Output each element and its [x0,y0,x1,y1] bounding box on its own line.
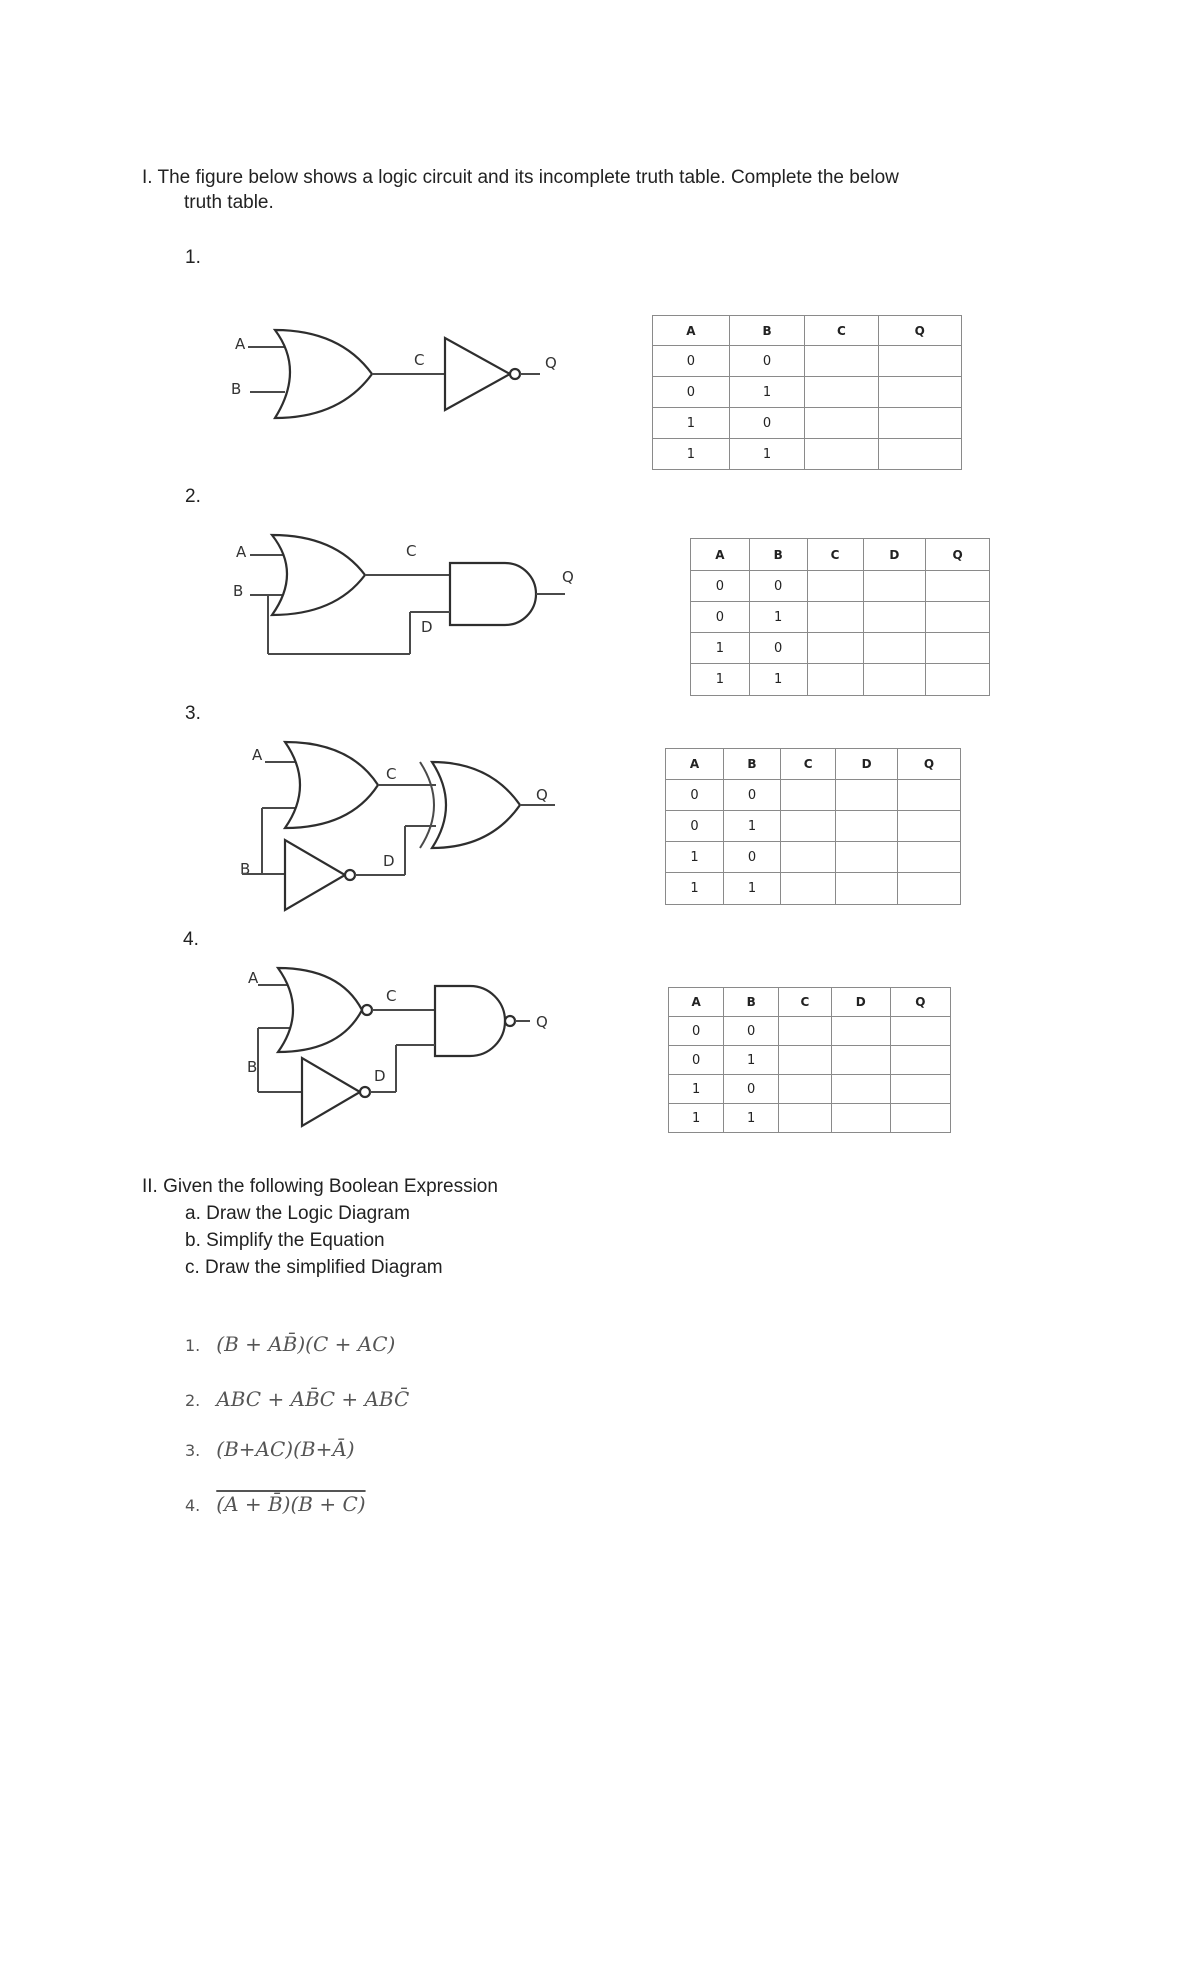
expression-3-number: 3. [185,1441,201,1460]
c1-label-b: B [231,380,242,398]
tt1-cell[interactable] [805,377,878,408]
tt4-cell: 1 [669,1075,724,1104]
tt1-cell[interactable] [878,346,962,377]
section2-item-b: b. Simplify the Equation [185,1230,385,1251]
tt2-cell: 1 [749,664,807,696]
expression-4 [185,1492,366,1516]
tt4-cell[interactable] [890,1104,950,1133]
tt3-cell: 0 [723,780,780,811]
tt4-header: A [669,988,724,1017]
c2-label-a: A [236,543,247,561]
tt1-cell: 1 [653,439,730,470]
tt3-header: A [666,749,724,780]
tt4-cell: 0 [669,1017,724,1046]
tt3-cell[interactable] [836,811,898,842]
c2-and-gate [450,563,536,625]
c1-or-gate [275,330,372,418]
tt3-header: Q [897,749,960,780]
expression-3-text: (B+AC)(B+Ā) [216,1437,355,1461]
section1-heading-line2: truth table. [184,192,274,213]
tt3-cell: 1 [723,811,780,842]
c1-label-a: A [235,335,246,353]
c2-label-c: C [406,542,417,560]
c4-not-gate [302,1058,360,1126]
tt2-cell[interactable] [863,664,926,696]
tt2-cell[interactable] [926,664,990,696]
tt2-cell: 0 [691,602,750,633]
tt1-cell: 1 [729,439,805,470]
tt1-cell[interactable] [878,439,962,470]
tt1-cell: 0 [653,377,730,408]
tt2-cell[interactable] [807,571,863,602]
tt4-cell[interactable] [831,1017,890,1046]
tt1-cell: 0 [729,346,805,377]
tt2-cell[interactable] [926,602,990,633]
tt3-cell[interactable] [836,780,898,811]
c3-label-c: C [386,765,397,783]
problem-1-number: 1. [185,247,201,268]
tt1-header: Q [878,316,962,346]
tt3-header: B [723,749,780,780]
tt3-cell[interactable] [897,780,960,811]
expression-2-number: 2. [185,1391,201,1410]
c1-not-gate [445,338,510,410]
tt1-header: B [729,316,805,346]
tt3-cell[interactable] [897,842,960,873]
tt2-cell[interactable] [926,633,990,664]
tt1-cell[interactable] [805,408,878,439]
c3-label-q: Q [536,786,548,804]
c4-label-b: B [247,1058,258,1076]
expression-1-text: (B + AB̄)(C + AC) [216,1332,396,1356]
tt4-header: D [831,988,890,1017]
tt1-header: A [653,316,730,346]
tt4-cell[interactable] [890,1017,950,1046]
c2-label-q: Q [562,568,574,586]
tt4-cell[interactable] [831,1104,890,1133]
tt3-cell: 0 [666,780,724,811]
c4-label-c: C [386,987,397,1005]
circuit-1 [231,330,557,418]
tt4-header: C [778,988,831,1017]
tt4-cell: 1 [724,1104,779,1133]
tt2-header: C [807,539,863,571]
tt3-cell[interactable] [897,811,960,842]
c4-label-q: Q [536,1013,548,1031]
c3-not-gate [285,840,345,910]
truth-table-2 [690,538,990,696]
tt3-cell[interactable] [897,873,960,905]
tt2-cell[interactable] [863,571,926,602]
c2-label-d: D [421,618,433,636]
c1-label-q: Q [545,354,557,372]
c1-label-c: C [414,351,425,369]
tt3-cell[interactable] [781,780,836,811]
tt3-cell[interactable] [836,842,898,873]
c2-label-b: B [233,582,244,600]
tt2-cell[interactable] [926,571,990,602]
section2-item-a: a. Draw the Logic Diagram [185,1203,410,1224]
circuit-2 [233,535,574,654]
c4-nor-gate [278,968,362,1052]
tt1-cell[interactable] [878,377,962,408]
tt2-cell: 1 [691,664,750,696]
c4-label-a: A [248,969,259,987]
tt4-cell[interactable] [890,1075,950,1104]
tt3-header: D [836,749,898,780]
c3-label-a: A [252,746,263,764]
tt1-cell[interactable] [805,346,878,377]
tt4-header: Q [890,988,950,1017]
tt2-cell: 1 [691,633,750,664]
tt4-cell: 0 [724,1017,779,1046]
tt2-header: A [691,539,750,571]
tt3-cell: 1 [666,842,724,873]
tt4-cell: 0 [669,1046,724,1075]
tt2-cell[interactable] [807,664,863,696]
tt4-cell[interactable] [778,1104,831,1133]
c3-xor-gate [432,762,520,848]
expression-1-number: 1. [185,1336,201,1355]
problem-4-number: 4. [183,929,199,950]
tt3-cell: 1 [666,873,724,905]
tt1-cell: 1 [729,377,805,408]
expression-4-text: (A + B̄)(B + C) [216,1492,366,1516]
expression-2 [185,1387,409,1411]
tt4-cell[interactable] [831,1046,890,1075]
circuit-3 [240,742,555,910]
tt2-cell[interactable] [863,633,926,664]
tt4-cell[interactable] [890,1046,950,1075]
tt1-cell: 0 [729,408,805,439]
tt4-cell[interactable] [778,1046,831,1075]
problem-2-number: 2. [185,486,201,507]
expression-4-number: 4. [185,1496,201,1515]
section2-item-c: c. Draw the simplified Diagram [185,1257,443,1278]
tt3-cell: 0 [723,842,780,873]
circuit-4 [247,968,548,1126]
truth-table-4 [668,987,951,1133]
tt1-cell[interactable] [805,439,878,470]
c2-or-gate [272,535,365,615]
tt2-header: Q [926,539,990,571]
tt4-cell: 1 [669,1104,724,1133]
tt2-cell[interactable] [807,633,863,664]
c3-or-gate [285,742,378,828]
tt2-cell[interactable] [863,602,926,633]
tt3-cell[interactable] [836,873,898,905]
tt1-cell[interactable] [878,408,962,439]
tt4-cell[interactable] [778,1075,831,1104]
tt2-header: B [749,539,807,571]
expression-3 [185,1437,355,1461]
tt3-cell: 1 [723,873,780,905]
section1-heading-line1: I. The figure below shows a logic circuit and its incomplete truth table. Complete the below [142,167,899,188]
tt4-cell: 0 [724,1075,779,1104]
tt1-cell: 0 [653,346,730,377]
tt4-cell: 1 [724,1046,779,1075]
tt3-cell: 0 [666,811,724,842]
tt4-cell[interactable] [778,1017,831,1046]
truth-table-3 [665,748,961,905]
expression-1 [185,1332,395,1356]
tt2-cell: 1 [749,602,807,633]
tt2-header: D [863,539,926,571]
tt4-header: B [724,988,779,1017]
tt1-cell: 1 [653,408,730,439]
expression-2-text: ABC + AB̄C + ABC̄ [216,1387,410,1411]
problem-3-number: 3. [185,703,201,724]
c3-label-b: B [240,860,251,878]
section2-heading: II. Given the following Boolean Expression [142,1176,498,1197]
c3-label-d: D [383,852,395,870]
tt1-header: C [805,316,878,346]
tt2-cell[interactable] [807,602,863,633]
tt3-cell[interactable] [781,842,836,873]
tt4-cell[interactable] [831,1075,890,1104]
tt3-header: C [781,749,836,780]
tt3-cell[interactable] [781,811,836,842]
tt2-cell: 0 [749,571,807,602]
c4-nand-gate [435,986,505,1056]
tt3-cell[interactable] [781,873,836,905]
c4-label-d: D [374,1067,386,1085]
truth-table-1 [652,315,962,470]
tt2-cell: 0 [749,633,807,664]
tt2-cell: 0 [691,571,750,602]
